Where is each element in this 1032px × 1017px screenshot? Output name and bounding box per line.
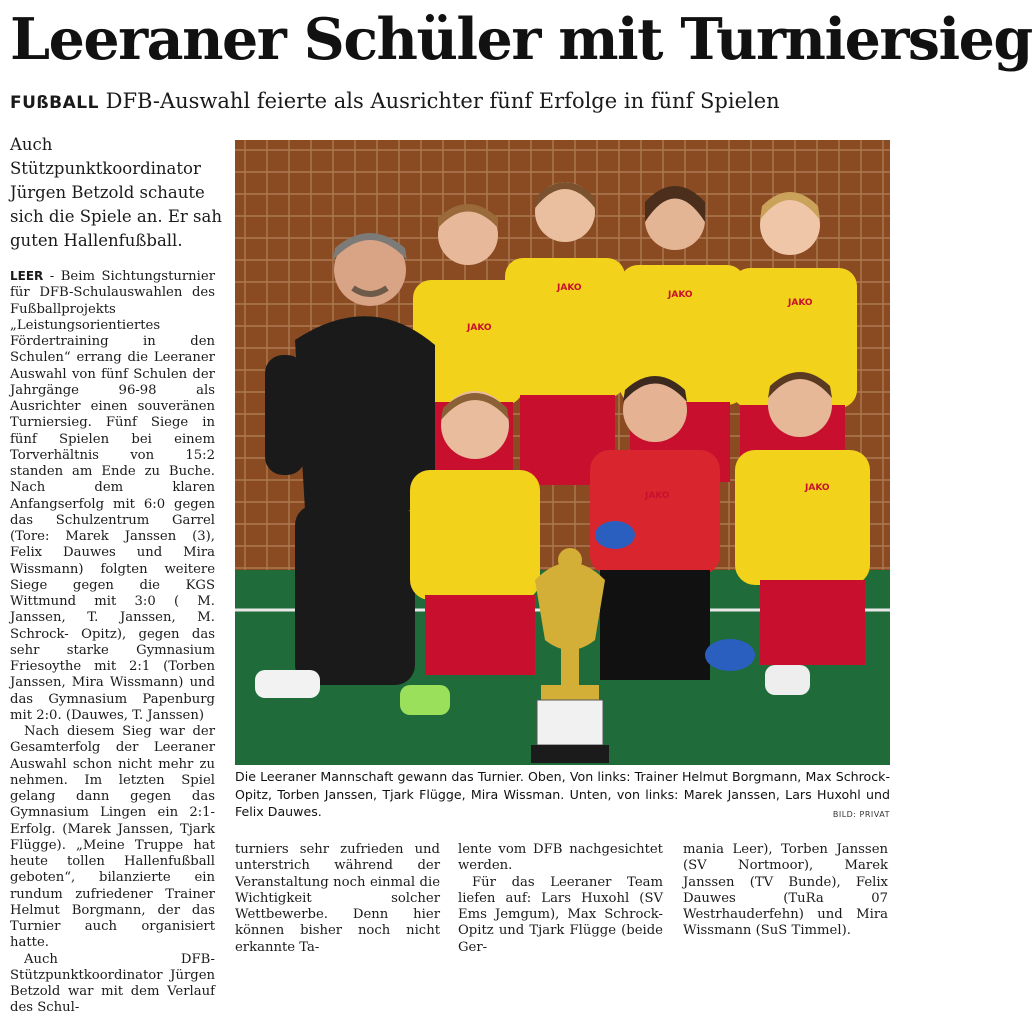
shirt-brand-label: JAKO — [805, 483, 830, 493]
body-paragraph-2: Nach diesem Sieg war der Gesamterfolg der Leeraner Auswahl schon nicht mehr zu nehmen. Im letzten Spiel gelang dann gegen das Gymnasium Lingen ein 2:1-Erfolg. (Marek Janssen, Tjark Flügge). „Meine Truppe hat heute tollen Hallenfußball geboten“, bilanzierte ein rundum zufriedener Trainer Helmut Borgmann, der das Turnier auch organisiert hatte. — [10, 724, 215, 951]
body-paragraph-3: Auch DFB-Stützpunktkoordinator Jürgen Betzold war mit dem Verlauf des Schul- — [10, 951, 215, 1016]
shirt-brand-label: JAKO — [467, 323, 492, 333]
body-paragraph-6: Für das Leeraner Team liefen auf: Lars Huxohl (SV Ems Jemgum), Max Schrock-Opitz und Tjark Flügge (beide Ger- — [458, 874, 663, 955]
body-p1-text: - Beim Sichtungsturnier für DFB-Schulauswahlen des Fußballprojekts „Leistungsorientiertes Fördertraining in den Schulen“ errang die Leeraner Auswahl von fünf Schulen der Jahrgänge 96-98 als Ausrichter einen souveränen Turniersieg. Fünf Siege in fünf Spielen bei einem Torverhältnis von 15:2 standen am Ende zu Buche. Nach dem klaren Anfangserfolg mit 6:0 gegen das Schulzentrum Garrel (Tore: Marek Janssen (3), Felix Dauwes und Mira Wissmann) folgten weitere Siege gegen die KGS Wittmund mit 3:0 ( M. Janssen, T. Janssen, M. Schrock- Opitz), gegen das sehr starke Gymnasium Friesoythe mit 2:1 (Torben Janssen, Mira Wissmann) und das Gymnasium Papenburg mit 2:0. (Dauwes, T. Janssen) — [10, 269, 215, 723]
article-column-2 — [235, 842, 440, 956]
subheadline: DFB-Auswahl feierte als Ausrichter fünf Erfolge in fünf Spielen — [105, 89, 780, 113]
intro-text: Auch Stützpunktkoordinator Jürgen Betzold schaute sich die Spiele an. Er sah guten Hallenfußball. — [10, 135, 222, 250]
photo-caption: Die Leeraner Mannschaft gewann das Turnier. Oben, Von links: Trainer Helmut Borgmann, Max Schrock-Opitz, Torben Janssen, Tjark Flügge, Mira Wissman. Unten, von links: Marek Janssen, Lars Huxohl und Felix Dauwes. — [235, 769, 890, 819]
article-column-3 — [458, 842, 663, 956]
body-paragraph-7: mania Leer), Torben Janssen (SV Nortmoor), Marek Janssen (TV Bunde), Felix Dauwes (TuRa 07 Westrhauderfehn) und Mira Wissmann (SuS Timmel). — [683, 842, 888, 939]
shirt-brand-label: JAKO — [557, 283, 582, 293]
photo-credit: BILD: PRIVAT — [832, 810, 890, 819]
team-photo — [235, 140, 890, 765]
subheadline-line — [10, 86, 890, 118]
body-paragraph-1 — [10, 268, 215, 724]
body-paragraph-5: lente vom DFB nachgesichtet werden. — [458, 842, 663, 874]
team-photo-illustration — [235, 140, 890, 765]
body-paragraph-4: turniers sehr zufrieden und unterstrich während der Veranstaltung noch einmal die Wichtigkeit solcher Wettbewerbe. Denn hier können bisher noch nicht erkannte Ta- — [235, 842, 440, 955]
article-column-4 — [683, 842, 888, 940]
shirt-brand-label: JAKO — [788, 298, 813, 308]
shirt-brand-label: JAKO — [645, 491, 670, 501]
shirt-brand-label: JAKO — [668, 290, 693, 300]
dateline: LEER — [10, 269, 44, 283]
headline: Leeraner Schüler mit Turniersieg — [10, 6, 1032, 73]
article-column-1 — [10, 268, 215, 1017]
section-kicker: FUßBALL — [10, 93, 99, 113]
